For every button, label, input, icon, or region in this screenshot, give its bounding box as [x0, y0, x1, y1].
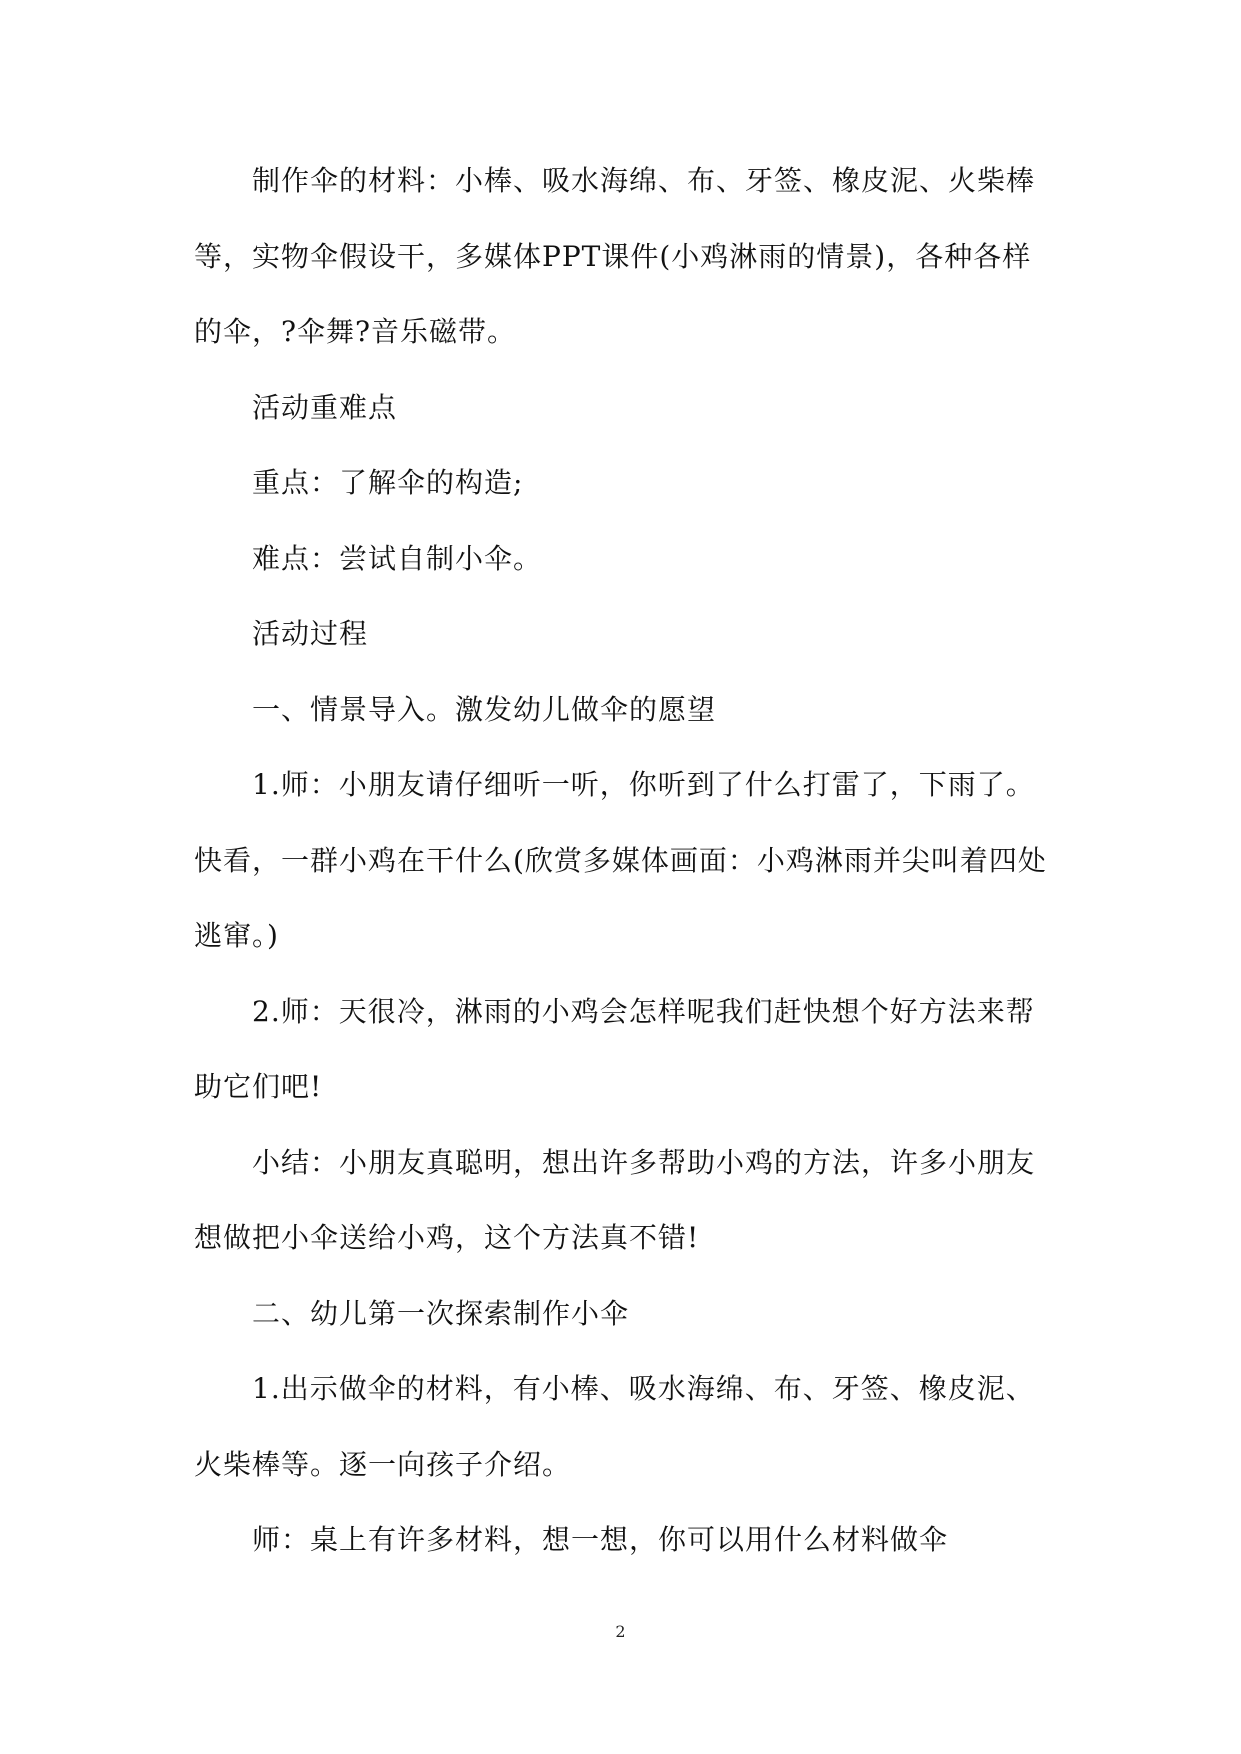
paragraph-summary: 小结：小朋友真聪明，想出许多帮助小鸡的方法，许多小朋友想做把小伞送给小鸡，这个方法真不错! [194, 1145, 1036, 1254]
heading-section-one: 一、情景导入。激发幼儿做伞的愿望 [252, 692, 717, 726]
document-body [194, 143, 1056, 1578]
paragraph-key-point: 重点：了解伞的构造; [252, 466, 524, 499]
paragraph-step-1: 1.师：小朋友请仔细听一听，你听到了什么打雷了，下雨了。快看，一群小鸡在干什么(欣赏多媒体画面：小鸡淋雨并尖叫着四处逃窜。) [194, 768, 1047, 952]
paragraph-show-materials: 1.出示做伞的材料，有小棒、吸水海绵、布、牙签、橡皮泥、火柴棒等。逐一向孩子介绍。 [194, 1372, 1035, 1481]
heading-section-two: 二、幼儿第一次探索制作小伞 [252, 1296, 630, 1330]
paragraph-step-2: 2.师：天很冷，淋雨的小鸡会怎样呢我们赶快想个好方法来帮助它们吧! [194, 994, 1035, 1103]
heading-key-difficult-points: 活动重难点 [252, 390, 398, 424]
paragraph-teacher-question: 师：桌上有许多材料，想一想，你可以用什么材料做伞 [252, 1523, 949, 1556]
page-number: 2 [615, 1622, 626, 1641]
heading-activity-process: 活动过程 [252, 617, 369, 650]
paragraph-materials: 制作伞的材料：小棒、吸水海绵、布、牙签、橡皮泥、火柴棒等，实物伞假设干，多媒体PPT课件(小鸡淋雨的情景)，各种各样的伞，?伞舞?音乐磁带。 [194, 164, 1036, 348]
paragraph-difficult-point: 难点：尝试自制小伞。 [252, 541, 543, 575]
